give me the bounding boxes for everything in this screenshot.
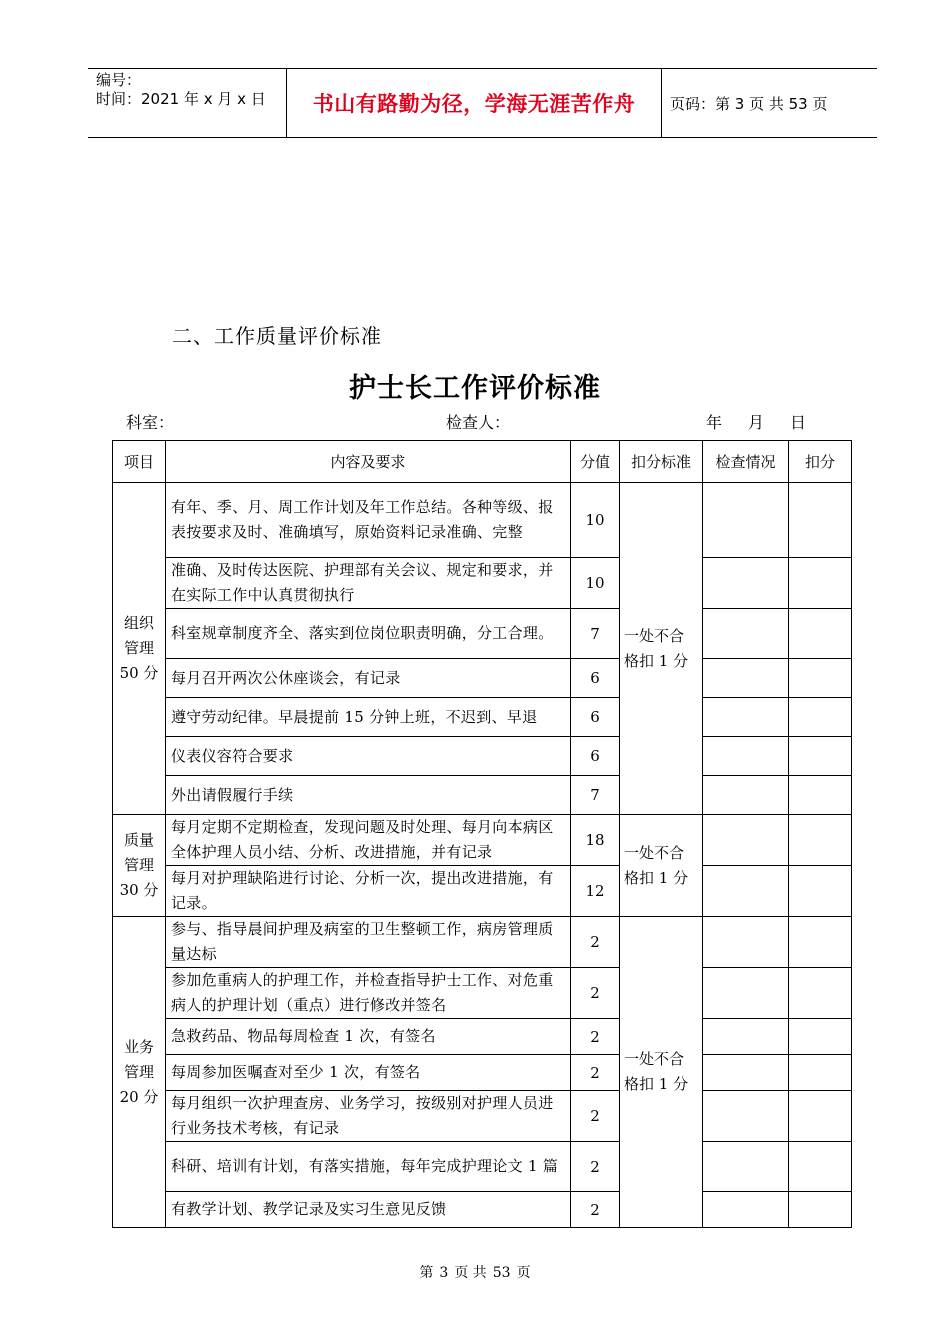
header-deduction-standard: 扣分标准	[620, 441, 703, 483]
meta-month: 月	[748, 413, 765, 432]
content-cell: 准确、及时传达医院、护理部有关会议、规定和要求，并在实际工作中认真贯彻执行	[166, 558, 571, 609]
content-cell: 科研、培训有计划，有落实措施，每年完成护理论文 1 篇	[166, 1142, 571, 1192]
score-cell: 7	[571, 776, 620, 815]
table-row	[113, 968, 852, 1019]
inspection-cell[interactable]	[703, 917, 789, 968]
inspection-cell[interactable]	[703, 737, 789, 776]
inspection-cell[interactable]	[703, 866, 789, 917]
deduction-standard-cell: 一处不合格扣 1 分	[620, 483, 703, 815]
header-number-label: 编号：	[96, 71, 142, 89]
content-cell: 科室规章制度齐全、落实到位岗位职责明确，分工合理。	[166, 609, 571, 659]
inspection-cell[interactable]	[703, 659, 789, 698]
page-footer	[0, 1262, 950, 1282]
content-cell: 外出请假履行手续	[166, 776, 571, 815]
score-cell: 7	[571, 609, 620, 659]
header-deduction: 扣分	[789, 441, 852, 483]
footer-total-pages: 53	[492, 1265, 511, 1281]
deduction-cell[interactable]	[789, 917, 852, 968]
table-body	[113, 483, 852, 1228]
score-cell: 10	[571, 558, 620, 609]
content-cell: 有年、季、月、周工作计划及年工作总结。各种等级、报表按要求及时、准确填写，原始资料记录准确、完整	[166, 483, 571, 558]
inspection-cell[interactable]	[703, 609, 789, 659]
table-row	[113, 483, 852, 558]
deduction-cell[interactable]	[789, 659, 852, 698]
inspection-cell[interactable]	[703, 776, 789, 815]
header-time-label: 时间：2021 年 x 月 x 日	[96, 90, 266, 108]
header-content: 内容及要求	[166, 441, 571, 483]
score-cell: 2	[571, 1192, 620, 1228]
meta-date	[706, 410, 806, 433]
header-info	[88, 69, 287, 137]
table-row	[113, 609, 852, 659]
deduction-cell[interactable]	[789, 1142, 852, 1192]
table-row	[113, 776, 852, 815]
table-row	[113, 1055, 852, 1091]
deduction-standard-cell: 一处不合格扣 1 分	[620, 917, 703, 1228]
content-cell: 参加危重病人的护理工作，并检查指导护士工作、对危重病人的护理计划（重点）进行修改并签名	[166, 968, 571, 1019]
inspection-cell[interactable]	[703, 698, 789, 737]
category-cell: 质量 管理 30 分	[113, 815, 166, 917]
category-cell: 业务 管理 20 分	[113, 917, 166, 1228]
deduction-cell[interactable]	[789, 609, 852, 659]
table-row	[113, 866, 852, 917]
deduction-cell[interactable]	[789, 1055, 852, 1091]
table-row	[113, 698, 852, 737]
meta-department: 科室：	[126, 413, 175, 432]
score-cell: 2	[571, 1055, 620, 1091]
page-header	[88, 68, 877, 138]
score-cell: 18	[571, 815, 620, 866]
footer-mid: 页 共	[454, 1265, 487, 1281]
table-header-row	[113, 441, 852, 483]
deduction-cell[interactable]	[789, 1091, 852, 1142]
content-cell: 每周参加医嘱查对至少 1 次，有签名	[166, 1055, 571, 1091]
score-cell: 2	[571, 1019, 620, 1055]
deduction-cell[interactable]	[789, 815, 852, 866]
content-cell: 每月对护理缺陷进行讨论、分析一次，提出改进措施，有记录。	[166, 866, 571, 917]
meta-inspector: 检查人：	[446, 413, 511, 432]
header-inspection: 检查情况	[703, 441, 789, 483]
score-cell: 6	[571, 659, 620, 698]
deduction-cell[interactable]	[789, 866, 852, 917]
content-cell: 每月组织一次护理查房、业务学习，按级别对护理人员进行业务技术考核，有记录	[166, 1091, 571, 1142]
content-cell: 急救药品、物品每周检查 1 次，有签名	[166, 1019, 571, 1055]
table-row	[113, 815, 852, 866]
content-cell: 有教学计划、教学记录及实习生意见反馈	[166, 1192, 571, 1228]
evaluation-table	[112, 440, 852, 1228]
inspection-cell[interactable]	[703, 1055, 789, 1091]
deduction-standard-cell: 一处不合格扣 1 分	[620, 815, 703, 917]
meta-year: 年	[706, 413, 723, 432]
deduction-cell[interactable]	[789, 1019, 852, 1055]
footer-prefix: 第	[419, 1265, 434, 1281]
inspection-cell[interactable]	[703, 1192, 789, 1228]
deduction-cell[interactable]	[789, 558, 852, 609]
table-row	[113, 917, 852, 968]
inspection-cell[interactable]	[703, 1091, 789, 1142]
deduction-cell[interactable]	[789, 1192, 852, 1228]
score-cell: 2	[571, 968, 620, 1019]
table-row	[113, 1142, 852, 1192]
table-row	[113, 737, 852, 776]
inspection-cell[interactable]	[703, 1019, 789, 1055]
score-cell: 2	[571, 917, 620, 968]
footer-suffix: 页	[516, 1265, 531, 1281]
table-row	[113, 1019, 852, 1055]
deduction-cell[interactable]	[789, 483, 852, 558]
header-score: 分值	[571, 441, 620, 483]
inspection-cell[interactable]	[703, 558, 789, 609]
header-page-label: 页码：第 3 页 共 53 页	[670, 94, 828, 113]
inspection-cell[interactable]	[703, 968, 789, 1019]
content-cell: 每月定期不定期检查，发现问题及时处理、每月向本病区全体护理人员小结、分析、改进措施，并有记录	[166, 815, 571, 866]
deduction-cell[interactable]	[789, 698, 852, 737]
deduction-cell[interactable]	[789, 968, 852, 1019]
header-slogan: 书山有路勤为径，学海无涯苦作舟	[287, 69, 662, 137]
score-cell: 2	[571, 1091, 620, 1142]
table-row	[113, 558, 852, 609]
inspection-cell[interactable]	[703, 483, 789, 558]
inspection-cell[interactable]	[703, 815, 789, 866]
table-row	[113, 1091, 852, 1142]
section-heading: 二、工作质量评价标准	[172, 324, 382, 348]
table-row	[113, 1192, 852, 1228]
category-cell: 组织 管理 50 分	[113, 483, 166, 815]
footer-current-page: 3	[439, 1265, 449, 1281]
meta-day: 日	[790, 413, 807, 432]
content-cell: 每月召开两次公休座谈会，有记录	[166, 659, 571, 698]
score-cell: 6	[571, 737, 620, 776]
deduction-cell[interactable]	[789, 737, 852, 776]
content-cell: 遵守劳动纪律。早晨提前 15 分钟上班，不迟到、早退	[166, 698, 571, 737]
inspection-cell[interactable]	[703, 1142, 789, 1192]
content-cell: 参与、指导晨间护理及病室的卫生整顿工作，病房管理质量达标	[166, 917, 571, 968]
deduction-cell[interactable]	[789, 776, 852, 815]
header-project: 项目	[113, 441, 166, 483]
score-cell: 6	[571, 698, 620, 737]
document-title: 护士长工作评价标准	[349, 373, 601, 404]
score-cell: 10	[571, 483, 620, 558]
score-cell: 12	[571, 866, 620, 917]
score-cell: 2	[571, 1142, 620, 1192]
content-cell: 仪表仪容符合要求	[166, 737, 571, 776]
table-row	[113, 659, 852, 698]
